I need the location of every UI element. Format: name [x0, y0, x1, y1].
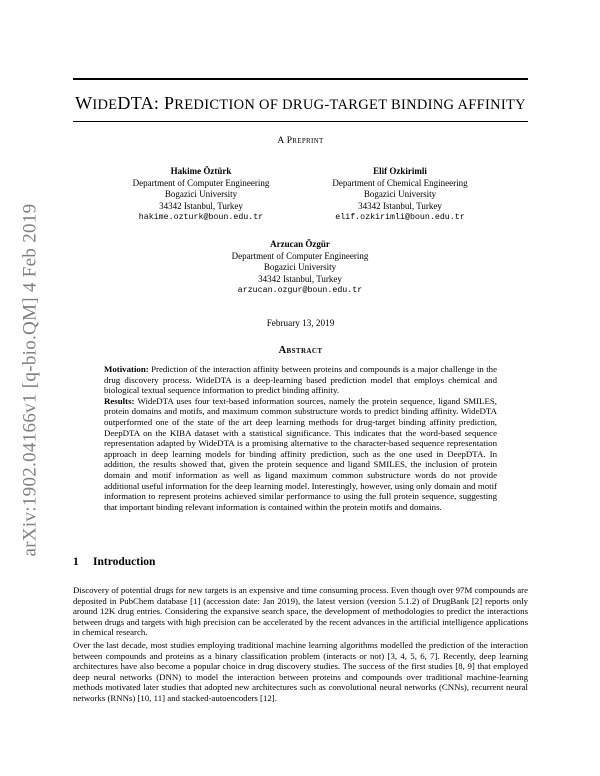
author-department: Department of Computer Engineering [132, 177, 270, 188]
author-name: Elif Ozkirimli [373, 166, 427, 176]
intro-paragraph-2: Over the last decade, most studies employing traditional machine learning algorithms modelled the prediction of the interaction between compounds and proteins as a binary classification problem (interacts or not) [3, 4, 5, 6, 7]. Recently, deep learning architectures have also become a popular choice in drug discovery studies. The success of the first studies [8, 9] that employed deep neural networks (DNN) to model the interaction between proteins and compounds over traditional machine-learning methods motivated later studies that adopted new architectures such as convolutional neural networks (CNNs), recurrent neural networks (RNNs) [10, 11] and stacked-autoencoders [12]. [73, 640, 528, 703]
results-text: WideDTA uses four text-based information sources, namely the protein sequence, ligand SMILES, protein domains and motifs, and maximum common substructure words to predict binding affinity. WideDTA outperformed one of the state of the art deep learning methods for drug-target binding affinity prediction, DeepDTA on the KIBA dataset with a statistical significance. This indicates that the word-based sequence representation adapted by WideDTA is a promising alternative to the character-based sequence representation approach in deep learning models for binding affinity prediction, such as the one used in DeepDTA. In addition, the results showed that, given the protein sequence and ligand SMILES, the inclusion of protein domain and motif information as well as ligand maximum common substructure words do not provide additional useful information for the deep learning model. Interestingly, however, using only domain and motif information to represent proteins achieved similar performance to using the full protein sequence, suggesting that important binding relevant information is contained within the protein motifs and domains. [104, 395, 497, 512]
intro-paragraph [73, 640, 528, 704]
motivation-label: Motivation: [104, 364, 149, 374]
title-bottom-rule [73, 121, 528, 122]
author-block [300, 166, 500, 224]
arxiv-identifier-text: arXiv:1902.04166v1 [q-bio.QM] 4 Feb 2019 [19, 203, 41, 557]
results-label: Results: [104, 395, 135, 406]
author-department: Department of Computer Engineering [231, 250, 369, 261]
paper-date: February 13, 2019 [266, 318, 335, 328]
author-city: 34342 Istanbul, Turkey [159, 200, 243, 211]
author-university: Bogazici University [263, 262, 337, 272]
title-w: W [75, 93, 93, 113]
paper-title [73, 93, 528, 114]
title-dta: DTA: [117, 93, 164, 113]
author-university: Bogazici University [363, 189, 437, 199]
intro-paragraph [73, 585, 528, 638]
author-name: Arzucan Özgür [270, 239, 330, 249]
motivation-text: Prediction of the interaction affinity between proteins and compounds is a major challenge in the drug discovery process. WideDTA is a deep-learning based prediction model that employs chemical and biological textual sequence information to predict binding affinity. [104, 364, 497, 396]
intro-paragraph-1: Discovery of potential drugs for new targets is an expensive and time consuming process. Even though over 97M compounds are deposited in PubChem database [1] (accession date: Jan 2019), the latest version (version 5.1.2) of DrugBank [2] reports only around 12K drug entries. Considering the expansive search space, the development of methodologies to predict the interactions between drugs and targets with high precision can be accelerated by the recent advances in the artificial intelligence applications in chemical research. [73, 585, 528, 638]
title-rest: REDICTION OF DRUG-TARGET BINDING AFFINITY [174, 97, 526, 113]
author-email[interactable]: hakime.ozturk@boun.edu.tr [138, 213, 264, 222]
section-title: Introduction [93, 556, 156, 568]
author-department: Department of Chemical Engineering [332, 177, 468, 188]
section-number: 1 [73, 556, 79, 568]
abstract-body [104, 364, 497, 512]
author-city: 34342 Istanbul, Turkey [258, 273, 342, 284]
abstract-heading: Abstract [278, 345, 323, 356]
title-top-rule [73, 78, 528, 80]
preprint-label: A Preprint [277, 136, 324, 146]
author-block [200, 239, 400, 297]
arxiv-identifier [16, 190, 44, 570]
abstract-motivation [104, 364, 497, 396]
title-p: P [163, 93, 175, 113]
author-email[interactable]: arzucan.ozgur@boun.edu.tr [237, 286, 363, 295]
author-block [101, 166, 301, 224]
author-university: Bogazici University [164, 189, 238, 199]
author-email[interactable]: elif.ozkirimli@boun.edu.tr [335, 213, 465, 222]
author-name: Hakime Öztürk [170, 166, 232, 176]
title-ide: IDE [92, 97, 118, 113]
section-heading [73, 556, 528, 568]
abstract-results [104, 396, 497, 513]
author-city: 34342 Istanbul, Turkey [358, 200, 442, 211]
